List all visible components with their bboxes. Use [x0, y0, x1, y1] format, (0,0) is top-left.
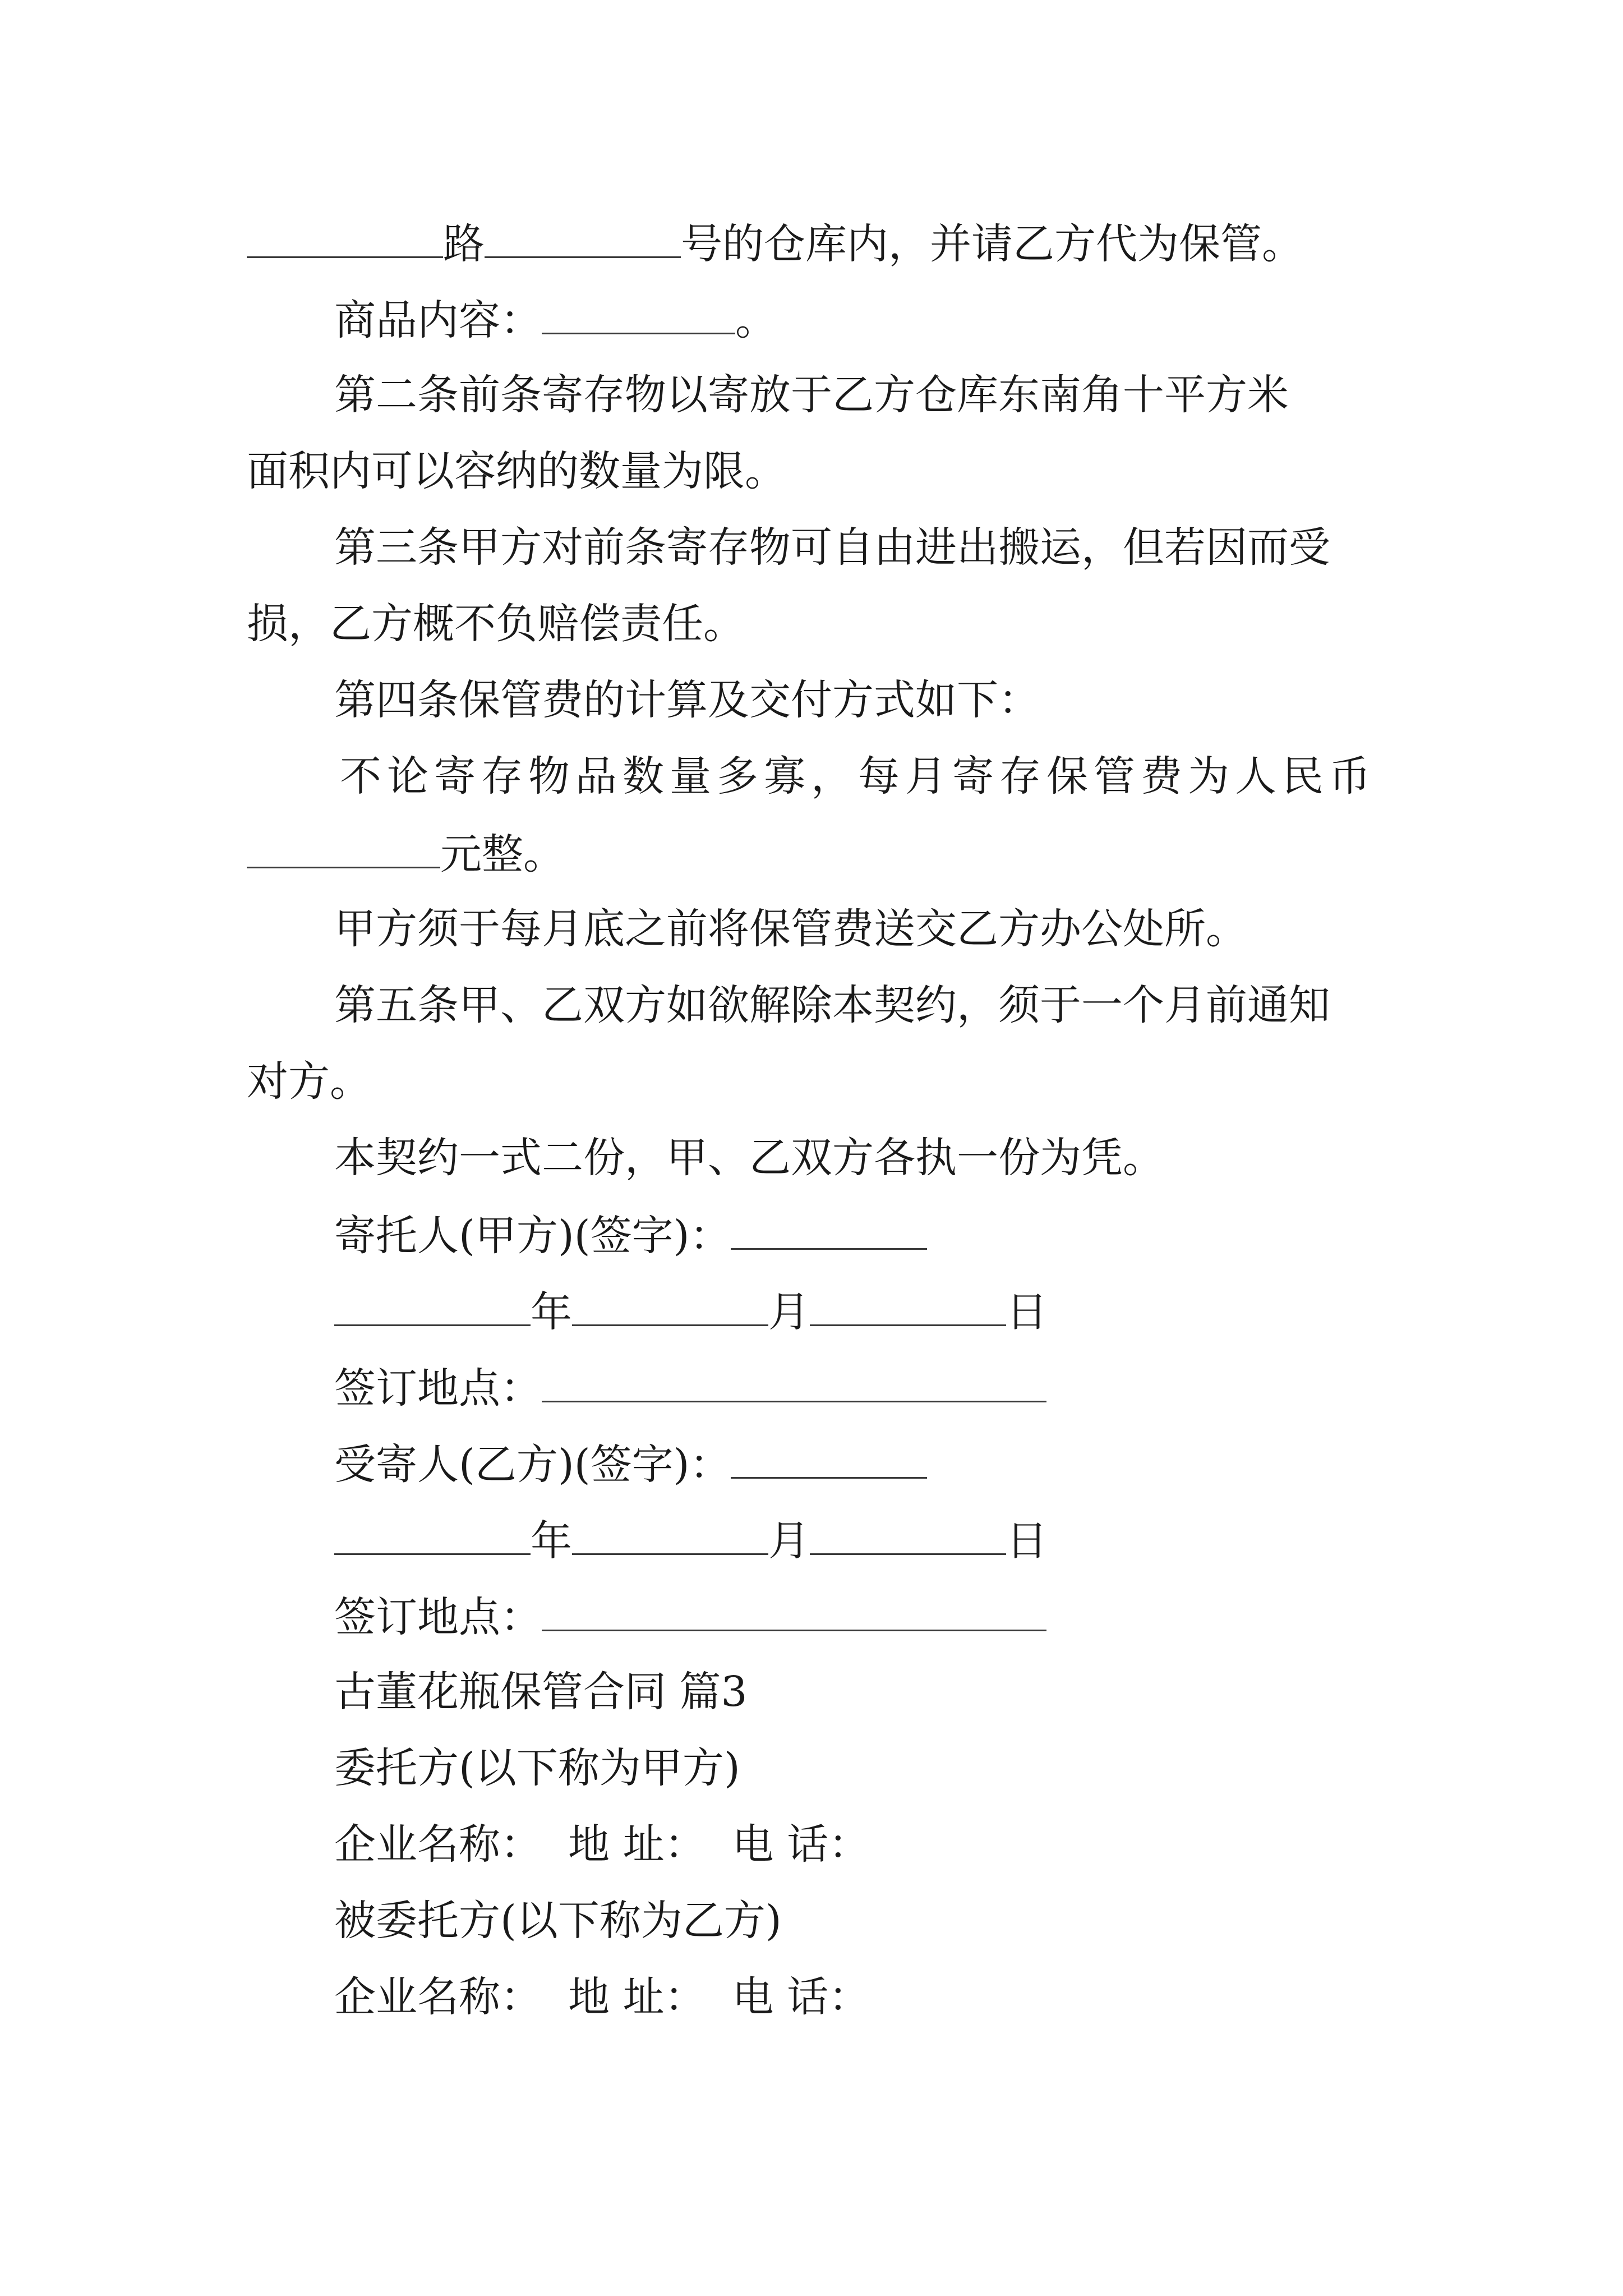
year-blank[interactable] — [334, 1290, 531, 1326]
copies-clause: 本契约一式二份，甲、乙双方各执一份为凭。 — [334, 1134, 1164, 1182]
section-title: 古董花瓶保管合同 篇3 — [334, 1668, 748, 1716]
signing-place-label: 签订地点： — [334, 1593, 542, 1641]
year-label: 年 — [531, 1517, 572, 1565]
month-blank[interactable] — [572, 1519, 768, 1555]
article-3-line-2: 损，乙方概不负赔偿责任。 — [247, 600, 745, 648]
signing-place-blank[interactable] — [542, 1595, 1046, 1631]
goods-content-line — [334, 296, 777, 344]
month-blank[interactable] — [572, 1290, 768, 1326]
day-blank[interactable] — [810, 1290, 1006, 1326]
depositor-signature-blank[interactable] — [731, 1213, 927, 1250]
month-label: 月 — [768, 1517, 810, 1565]
article-2-line-2: 面积内可以容纳的数量为限。 — [247, 447, 786, 495]
article-5-line-1: 第五条甲、乙双方如欲解除本契约，须于一个月前通知 — [334, 981, 1330, 1029]
road-label: 路 — [443, 220, 485, 268]
signing-place-blank[interactable] — [542, 1366, 1046, 1402]
depositor-date-line — [334, 1288, 1048, 1336]
contractor-company-fields: 企业名称： 地 址： 电 话： — [334, 1973, 870, 2021]
day-label: 日 — [1006, 1288, 1048, 1336]
warehouse-text: 号的仓库内，并请乙方代为保管。 — [681, 220, 1303, 268]
fee-amount-suffix: 元整。 — [440, 830, 565, 878]
client-company-fields: 企业名称： 地 址： 电 话： — [334, 1820, 870, 1869]
bailee-date-line — [334, 1517, 1048, 1565]
year-label: 年 — [531, 1288, 572, 1336]
article-3-line-1: 第三条甲方对前条寄存物可自由进出搬运，但若因而受 — [334, 523, 1330, 572]
month-label: 月 — [768, 1288, 810, 1336]
fee-text: 不论寄存物品数量多寡，每月寄存保管费为人民币 — [340, 752, 1376, 800]
depositor-signature-label: 寄托人(甲方)(签字)： — [334, 1212, 731, 1260]
day-blank[interactable] — [810, 1519, 1006, 1555]
bailee-signature-blank[interactable] — [731, 1442, 927, 1479]
fee-amount-line — [247, 830, 565, 878]
bailee-signature-line — [334, 1441, 927, 1489]
goods-content-blank[interactable] — [542, 298, 735, 334]
bailee-signature-label: 受寄人(乙方)(签字)： — [334, 1441, 731, 1489]
road-name-blank[interactable] — [247, 222, 443, 258]
fee-amount-blank[interactable] — [247, 832, 440, 868]
client-party-heading: 委托方(以下称为甲方) — [334, 1744, 740, 1792]
goods-content-end: 。 — [735, 296, 777, 344]
road-number-blank[interactable] — [485, 222, 681, 258]
day-label: 日 — [1006, 1517, 1048, 1565]
year-blank[interactable] — [334, 1519, 531, 1555]
bailee-place-line — [334, 1593, 1046, 1641]
payment-rule: 甲方须于每月底之前将保管费送交乙方办公处所。 — [334, 905, 1247, 953]
article-4-heading: 第四条保管费的计算及交付方式如下： — [334, 676, 1040, 724]
signing-place-label: 签订地点： — [334, 1364, 542, 1412]
goods-content-label: 商品内容： — [334, 296, 542, 344]
depositor-place-line — [334, 1364, 1046, 1412]
contractor-party-heading: 被委托方(以下称为乙方) — [334, 1897, 782, 1945]
article-5-line-2: 对方。 — [247, 1057, 371, 1106]
article-2-line-1: 第二条前条寄存物以寄放于乙方仓库东南角十平方米 — [334, 371, 1289, 419]
warehouse-address-line — [247, 220, 1303, 268]
depositor-signature-line — [334, 1212, 927, 1260]
